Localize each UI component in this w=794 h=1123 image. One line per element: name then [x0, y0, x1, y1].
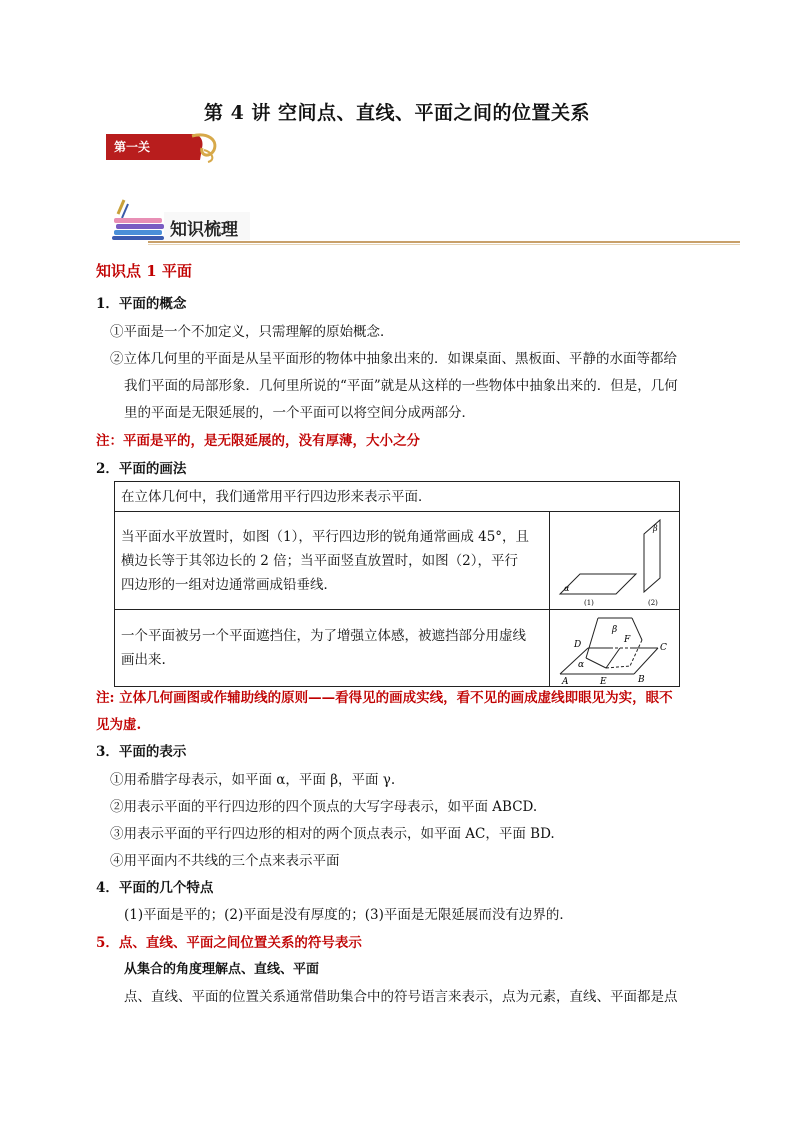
fig2-label-A: A	[562, 677, 569, 686]
figure-cell	[550, 512, 680, 610]
section-divider-shadow	[148, 244, 740, 245]
section-banner	[110, 196, 270, 242]
section-1-heading: 1．平面的概念	[96, 296, 187, 312]
row2-line-c: 四边形的一组对边通常画成铅垂线．	[121, 576, 337, 593]
s4-item-1: (1)平面是平的；(2)平面是没有厚度的；(3)平面是无限延展而没有边界的．	[124, 907, 573, 923]
fig1-caption-2: (2)	[648, 599, 659, 607]
section-divider	[148, 241, 740, 243]
s2-note-b: 见为虚.	[96, 717, 142, 733]
section-4-heading: 4．平面的几个特点	[96, 880, 214, 896]
fig2-label-C: C	[660, 643, 668, 653]
row2-line-a: 当平面水平放置时，如图（1），平行四边形的锐角通常画成 45°，且	[121, 528, 530, 545]
figure-cell	[550, 610, 680, 687]
page-title: 第 4 讲 空间点、直线、平面之间的位置关系	[203, 102, 591, 124]
section-3-heading: 3．平面的表示	[96, 744, 187, 760]
plane-figure-2	[550, 610, 678, 686]
table-cell	[115, 512, 550, 610]
drawing-method-table	[114, 481, 680, 687]
section-5-heading: 5．点、直线、平面之间位置关系的符号表示	[96, 935, 362, 951]
s1-note: 注：平面是平的，是无限延展的，没有厚薄，大小之分	[96, 433, 420, 449]
fig2-label-B: B	[638, 675, 645, 685]
section-2-heading: 2．平面的画法	[96, 461, 187, 477]
s1-item-2c: 里的平面是无限延展的，一个平面可以将空间分成两部分．	[124, 405, 475, 421]
table-row	[115, 610, 680, 687]
table-row	[115, 482, 680, 512]
s2-note-a: 注: 立体几何画图或作辅助线的原则——看得见的画成实线，看不见的画成虚线即眼见为实，眼不	[96, 690, 673, 706]
fig1-alpha-label: α	[564, 584, 570, 593]
s3-item-2: ②用表示平面的平行四边形的四个顶点的大写字母表示，如平面 ABCD.	[110, 799, 538, 815]
table-row	[115, 512, 680, 610]
s3-item-3: ③用表示平面的平行四边形的相对的两个顶点表示，如平面 AC，平面 BD.	[110, 826, 555, 842]
s3-item-1: ①用希腊字母表示，如平面 α，平面 β，平面 γ.	[110, 772, 396, 788]
knowledge-point-heading: 知识点 1 平面	[96, 262, 192, 280]
banner-label: 第一关	[114, 140, 151, 154]
s5-paragraph: 点、直线、平面的位置关系通常借助集合中的符号语言来表示，点为元素，直线、平面都是点	[124, 989, 678, 1005]
section-banner-label: 知识梳理	[170, 220, 238, 240]
s1-item-2b: 我们平面的局部形象．几何里所说的“平面”就是从这样的一些物体中抽象出来的．但是，几何	[124, 378, 678, 394]
level-banner	[104, 130, 222, 164]
table-cell	[115, 610, 550, 687]
fig2-label-D: D	[574, 640, 582, 650]
fig2-alpha-label: α	[578, 660, 585, 670]
s1-item-2a: ②立体几何里的平面是从呈平面形的物体中抽象出来的．如课桌面、黑板面、平静的水面等都给	[110, 351, 677, 367]
s1-item-1: ①平面是一个不加定义，只需理解的原始概念．	[110, 324, 394, 340]
row3-line-b: 画出来.	[121, 652, 166, 668]
plane-figure-1	[550, 512, 678, 609]
fig2-label-E: E	[600, 677, 607, 686]
fig2-label-F: F	[624, 635, 631, 645]
row3-line-a: 一个平面被另一个平面遮挡住，为了增强立体感，被遮挡部分用虚线	[121, 628, 526, 644]
fig1-beta-label: β	[653, 524, 658, 533]
row2-line-b: 横边长等于其邻边长的 2 倍；当平面竖直放置时，如图（2），平行	[121, 552, 519, 569]
table-cell: 在立体几何中，我们通常用平行四边形来表示平面．	[115, 482, 680, 512]
fig1-caption-1: (1)	[584, 599, 595, 607]
s3-item-4: ④用平面内不共线的三个点来表示平面	[110, 853, 340, 869]
s5-subheading: 从集合的角度理解点、直线、平面	[124, 962, 320, 977]
fig2-beta-label: β	[612, 625, 618, 635]
